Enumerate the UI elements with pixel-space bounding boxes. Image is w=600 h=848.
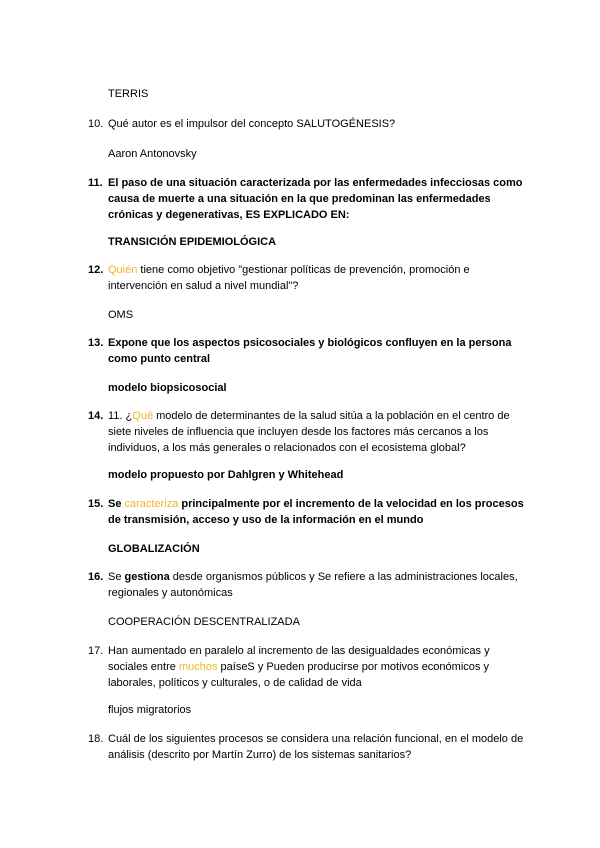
q15-highlight: caracteriza (124, 498, 179, 510)
q17-number: 17. (88, 645, 104, 657)
q17-text (108, 643, 528, 691)
q17-body: paíseS y Pueden producirse por motivos económicos y laborales, políticos y culturales, o de calidad de vida (108, 661, 489, 689)
q12-text (108, 262, 528, 294)
q16-number: 16. (88, 571, 104, 583)
q17-answer: flujos migratorios (108, 704, 192, 716)
q13-answer: modelo biopsicosocial (108, 382, 227, 394)
q12-number: 12. (88, 264, 104, 276)
q11-answer: TRANSICIÓN EPIDEMIOLÓGICA (108, 236, 277, 248)
q15-answer: GLOBALIZACIÓN (108, 543, 200, 555)
q17-prefix: Han aumentado en paralelo al incremento de las desigualdades económicas y sociales entre (108, 645, 490, 673)
q14-highlight: Qué (132, 410, 154, 422)
q10-answer: Aaron Antonovsky (108, 148, 197, 160)
q15-number: 15. (88, 498, 104, 510)
q14-prefix: 11. ¿ (108, 410, 133, 422)
q18-text: Cuál de los siguientes procesos se considera una relación funcional, en el modelo de análisis (descrito por Martín Zurro) de los sistemas sanitarios? (108, 733, 524, 761)
q16-prefix: Se (108, 571, 125, 583)
q12-answer: OMS (108, 309, 134, 321)
q16-answer: COOPERACIÓN DESCENTRALIZADA (108, 616, 300, 628)
q14-body: modelo de determinantes de la salud sitúa a la población en el centro de siete niveles de influencia que incluyen desde los factores más cercanos a los individuos, a los más generales o relacionados con el ecosistema global? (108, 410, 510, 454)
q10-number: 10. (88, 118, 104, 130)
q13-number: 13. (88, 337, 104, 349)
q11-text: El paso de una situación caracterizada por las enfermedades infecciosas como causa de muerte a una situación en la que predominan las enfermedades crónicas y degenerativas, ES EXPLICADO EN: (108, 177, 523, 221)
q18-number: 18. (88, 733, 104, 745)
q16-bold: gestiona (124, 571, 170, 583)
q17-highlight: muchos (178, 661, 218, 673)
q12-body: tiene como objetivo "gestionar políticas de prevención, promoción e intervención en salud a nivel mundial"? (108, 264, 470, 292)
q14-text (108, 408, 528, 456)
q15-prefix: Se (108, 498, 125, 510)
q14-answer: modelo propuesto por Dahlgren y Whitehead (108, 469, 344, 481)
q16-body: desde organismos públicos y Se refiere a las administraciones locales, regionales y autonómicas (108, 571, 518, 599)
answer-terris: TERRIS (108, 88, 149, 100)
q13-text: Expone que los aspectos psicosociales y biológicos confluyen en la persona como punto central (108, 337, 512, 365)
q12-highlight: Quién (108, 264, 138, 276)
q15-text (108, 496, 528, 528)
q10-text: Qué autor es el impulsor del concepto SALUTOGÉNESIS? (108, 118, 396, 130)
q14-number: 14. (88, 410, 104, 422)
q15-body: principalmente por el incremento de la velocidad en los procesos de transmisión, acceso y uso de la información en el mundo (108, 498, 524, 526)
q16-text (108, 569, 528, 601)
q11-number: 11. (88, 177, 103, 189)
